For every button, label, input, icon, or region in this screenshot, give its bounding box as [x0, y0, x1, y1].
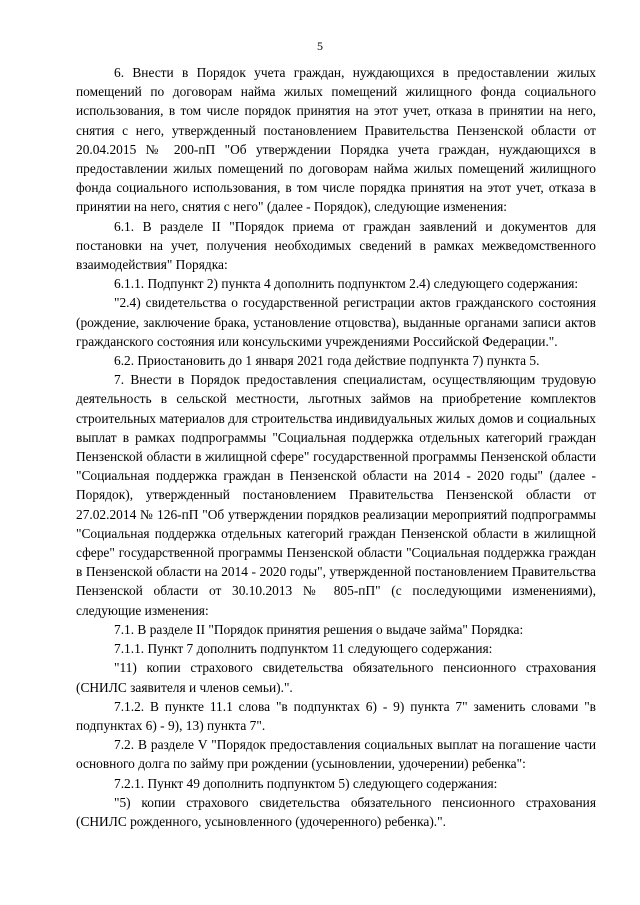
paragraph-6-1-1: 6.1.1. Подпункт 2) пункта 4 дополнить подпунктом 2.4) следующего содержания:: [114, 276, 579, 292]
paragraph-6-1: 6.1. В разделе II "Порядок приема от граждан заявлений и документов для постановки на учет, получения необходимых сведений в рамках межведомственного взаимодействия" Порядка:: [76, 218, 596, 273]
paragraph-7-1-1: 7.1.1. Пункт 7 дополнить подпунктом 11 следующего содержания:: [114, 641, 493, 657]
document-body: [76, 63, 596, 831]
paragraph-7-1-2: 7.1.2. В пункте 11.1 слова "в подпунктах 6) - 9) пункта 7" заменить словами "в подпунктах 6) - 9), 13) пункта 7".: [76, 698, 596, 733]
paragraph-quote-11: "11) копии страхового свидетельства обязательного пенсионного страхования (СНИЛС заявителя и членов семьи).".: [76, 660, 596, 695]
paragraph-6: 6. Внести в Порядок учета граждан, нуждающихся в предоставлении жилых помещений по договорам найма жилых помещений жилищного фонда социального использования, в том числе порядок принятия на этот учет, отказа в принятии на него, снятия с него, утвержденный постановлением Правительства Пензенской области от 20.04.2015 № 200-пП "Об утверждении Порядка учета граждан, нуждающихся в предоставлении жилых помещений по договорам найма жилых помещений жилищного фонда социального использования, в том числе порядка принятия на этот учет, отказа в принятии на него, снятия с него" (далее - Порядок), следующие изменения:: [76, 65, 596, 215]
paragraph-quote-2-4: "2.4) свидетельства о государственной регистрации актов гражданского состояния (рождение, заключение брака, установление отцовства), выданные органами записи актов гражданского состояния или консульскими учреждениями Российской Федерации.".: [76, 295, 596, 349]
page-number: 5: [317, 39, 323, 53]
paragraph-7-2: 7.2. В разделе V "Порядок предоставления социальных выплат на погашение части основного долга по займу при рождении (усыновлении, удочерении) ребенка":: [76, 737, 596, 772]
paragraph-7: 7. Внести в Порядок предоставления специалистам, осуществляющим трудовую деятельность в сельской местности, льготных займов на приобретение комплектов строительных материалов для строительства индивидуальных жилых домов и социальных выплат в рамках подпрограммы "Социальная поддержка отдельных категорий граждан Пензенской области в жилищной сфере" государственной программы Пензенской области "Социальная поддержка граждан в Пензенской области на 2014 - 2020 годы" (далее - Порядок), утвержденный постановлением Правительства Пензенской области от 27.02.2014 № 126-пП "Об утверждении порядков реализации мероприятий подпрограммы "Социальная поддержка отдельных категорий граждан Пензенской области в жилищной сфере" государственной программы Пензенской области "Социальная поддержка граждан в Пензенской области на 2014 - 2020 годы", утвержденной постановлением Правительства Пензенской области от 30.10.2013 № 805-пП" (с последующими изменениями), следующие изменения:: [76, 372, 596, 618]
paragraph-7-2-1: 7.2.1. Пункт 49 дополнить подпунктом 5) следующего содержания:: [114, 775, 498, 791]
paragraph-7-1: 7.1. В разделе II "Порядок принятия решения о выдаче займа" Порядка:: [114, 621, 524, 637]
paragraph-quote-5: "5) копии страхового свидетельства обязательного пенсионного страхования (СНИЛС рожденного, усыновленного (удочеренного) ребенка).".: [76, 794, 596, 829]
paragraph-6-2: 6.2. Приостановить до 1 января 2021 года действие подпункта 7) пункта 5.: [114, 353, 540, 369]
